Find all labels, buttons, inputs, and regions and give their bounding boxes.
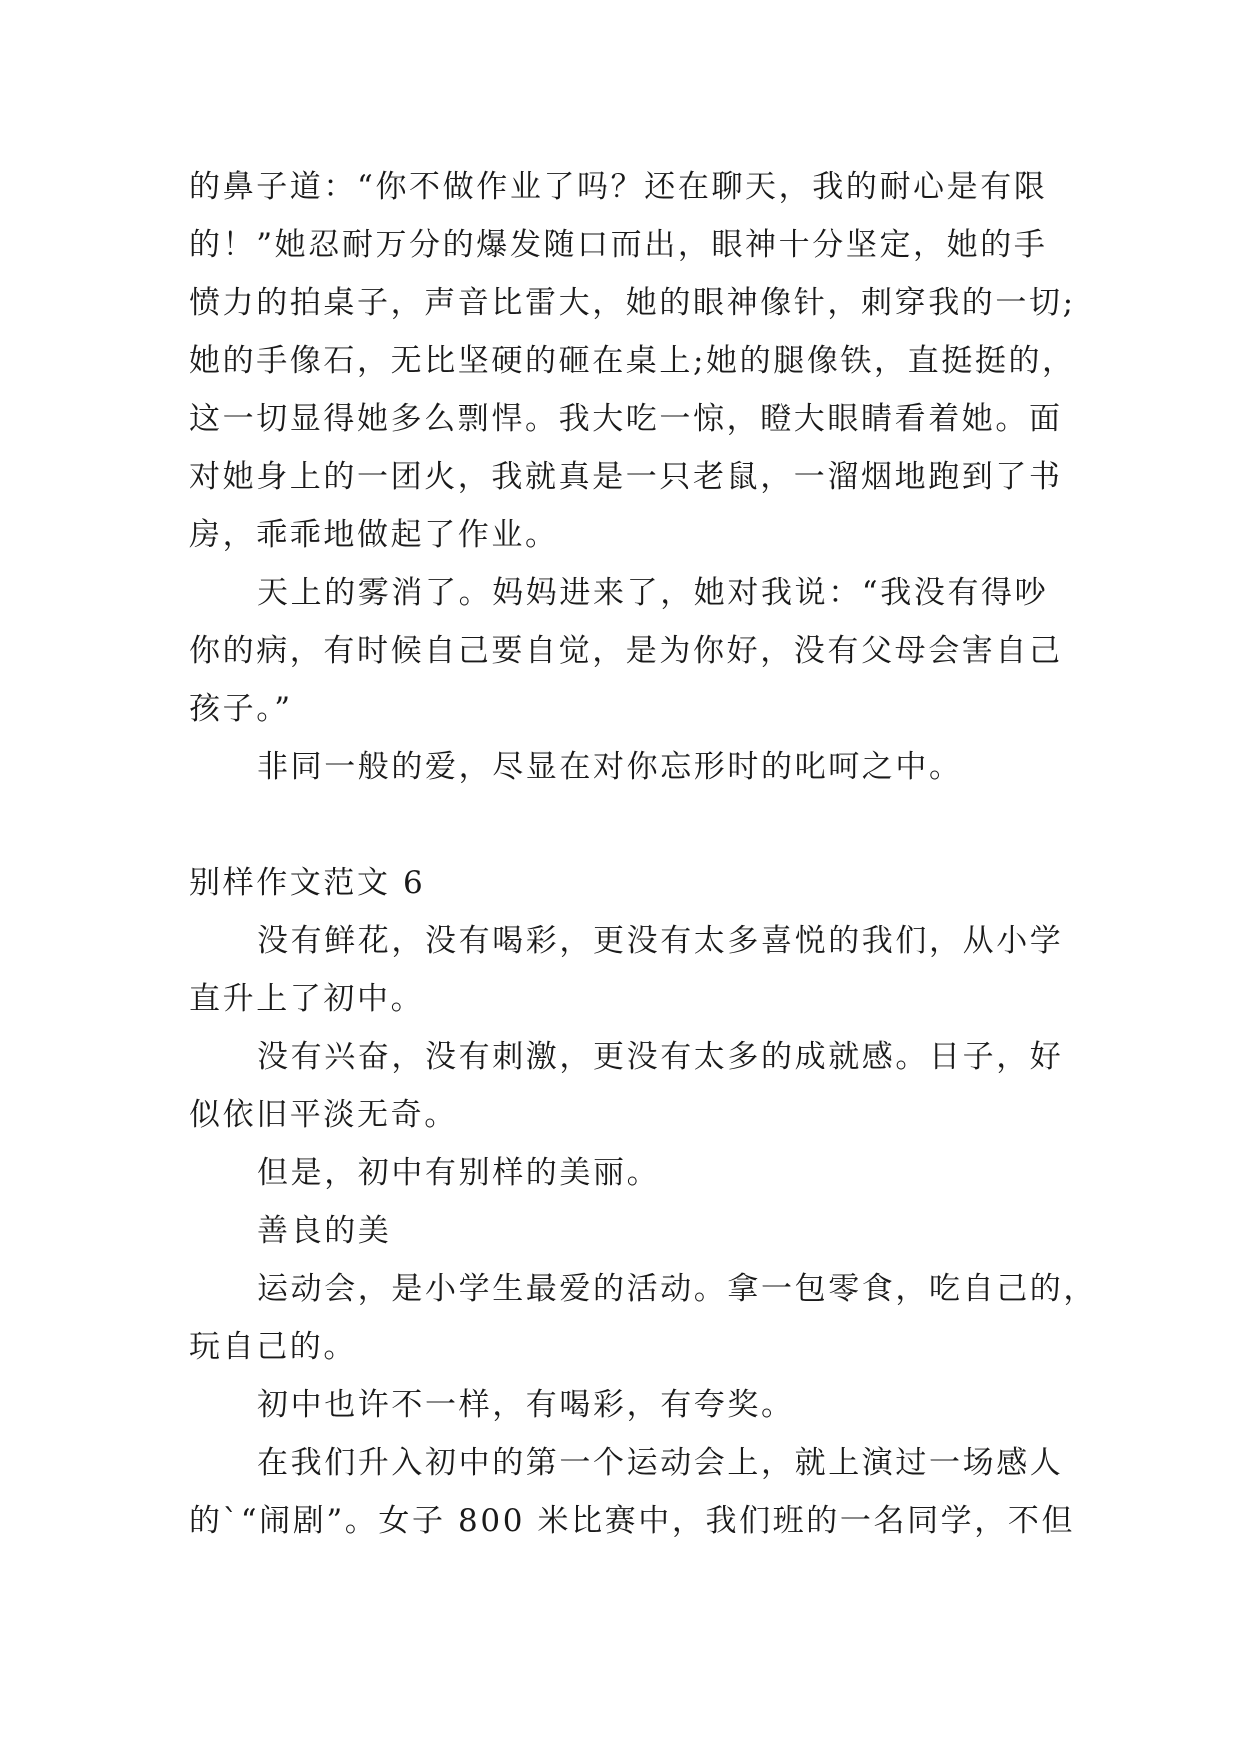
section-heading: 别样作文范文 6 [189, 865, 426, 901]
text-line: 房，乖乖地做起了作业。 [189, 517, 559, 553]
paragraph-first-line: 运动会，是小学生最爱的活动。拿一包零食，吃自己的， [257, 1271, 1097, 1307]
text-line: 似依旧平淡无奇。 [189, 1097, 458, 1133]
subheading: 善良的美 [257, 1213, 392, 1249]
text-line: 孩子。” [189, 691, 293, 727]
paragraph-first-line: 但是，初中有别样的美丽。 [257, 1155, 661, 1191]
text-line: 这一切显得她多么剽悍。我大吃一惊，瞪大眼睛看着她。面 [189, 401, 1063, 437]
text-line: 她的手像石，无比坚硬的砸在桌上;她的腿像铁，直挺挺的， [189, 343, 1076, 379]
paragraph-first-line: 没有兴奋，没有刺激，更没有太多的成就感。日子，好 [257, 1039, 1064, 1075]
text-line: 直升上了初中。 [189, 981, 425, 1017]
paragraph-first-line: 初中也许不一样，有喝彩，有夸奖。 [257, 1387, 795, 1423]
text-line: 的`“闹剧”。女子 800 米比赛中，我们班的一名同学，不但 [189, 1503, 1076, 1539]
text-line: 对她身上的一团火，我就真是一只老鼠，一溜烟地跑到了书 [189, 459, 1063, 495]
text-line: 的！”她忍耐万分的爆发随口而出，眼神十分坚定，她的手 [189, 227, 1048, 263]
text-line: 玩自己的。 [189, 1329, 357, 1365]
text-line: 你的病，有时候自己要自觉，是为你好，没有父母会害自己 [189, 633, 1063, 669]
text-line: 的鼻子道：“你不做作业了吗？还在聊天，我的耐心是有限 [189, 169, 1048, 205]
blank-line [189, 796, 1049, 854]
document-text [189, 158, 1097, 1550]
paragraph-first-line: 没有鲜花，没有喝彩，更没有太多喜悦的我们，从小学 [257, 923, 1064, 959]
text-line: 愤力的拍桌子，声音比雷大，她的眼神像针，刺穿我的一切; [189, 285, 1076, 321]
paragraph-first-line: 天上的雾消了。妈妈进来了，她对我说：“我没有得吵 [257, 575, 1049, 611]
paragraph-first-line: 非同一般的爱，尽显在对你忘形时的叱呵之中。 [257, 749, 963, 785]
paragraph-first-line: 在我们升入初中的第一个运动会上，就上演过一场感人 [257, 1445, 1064, 1481]
